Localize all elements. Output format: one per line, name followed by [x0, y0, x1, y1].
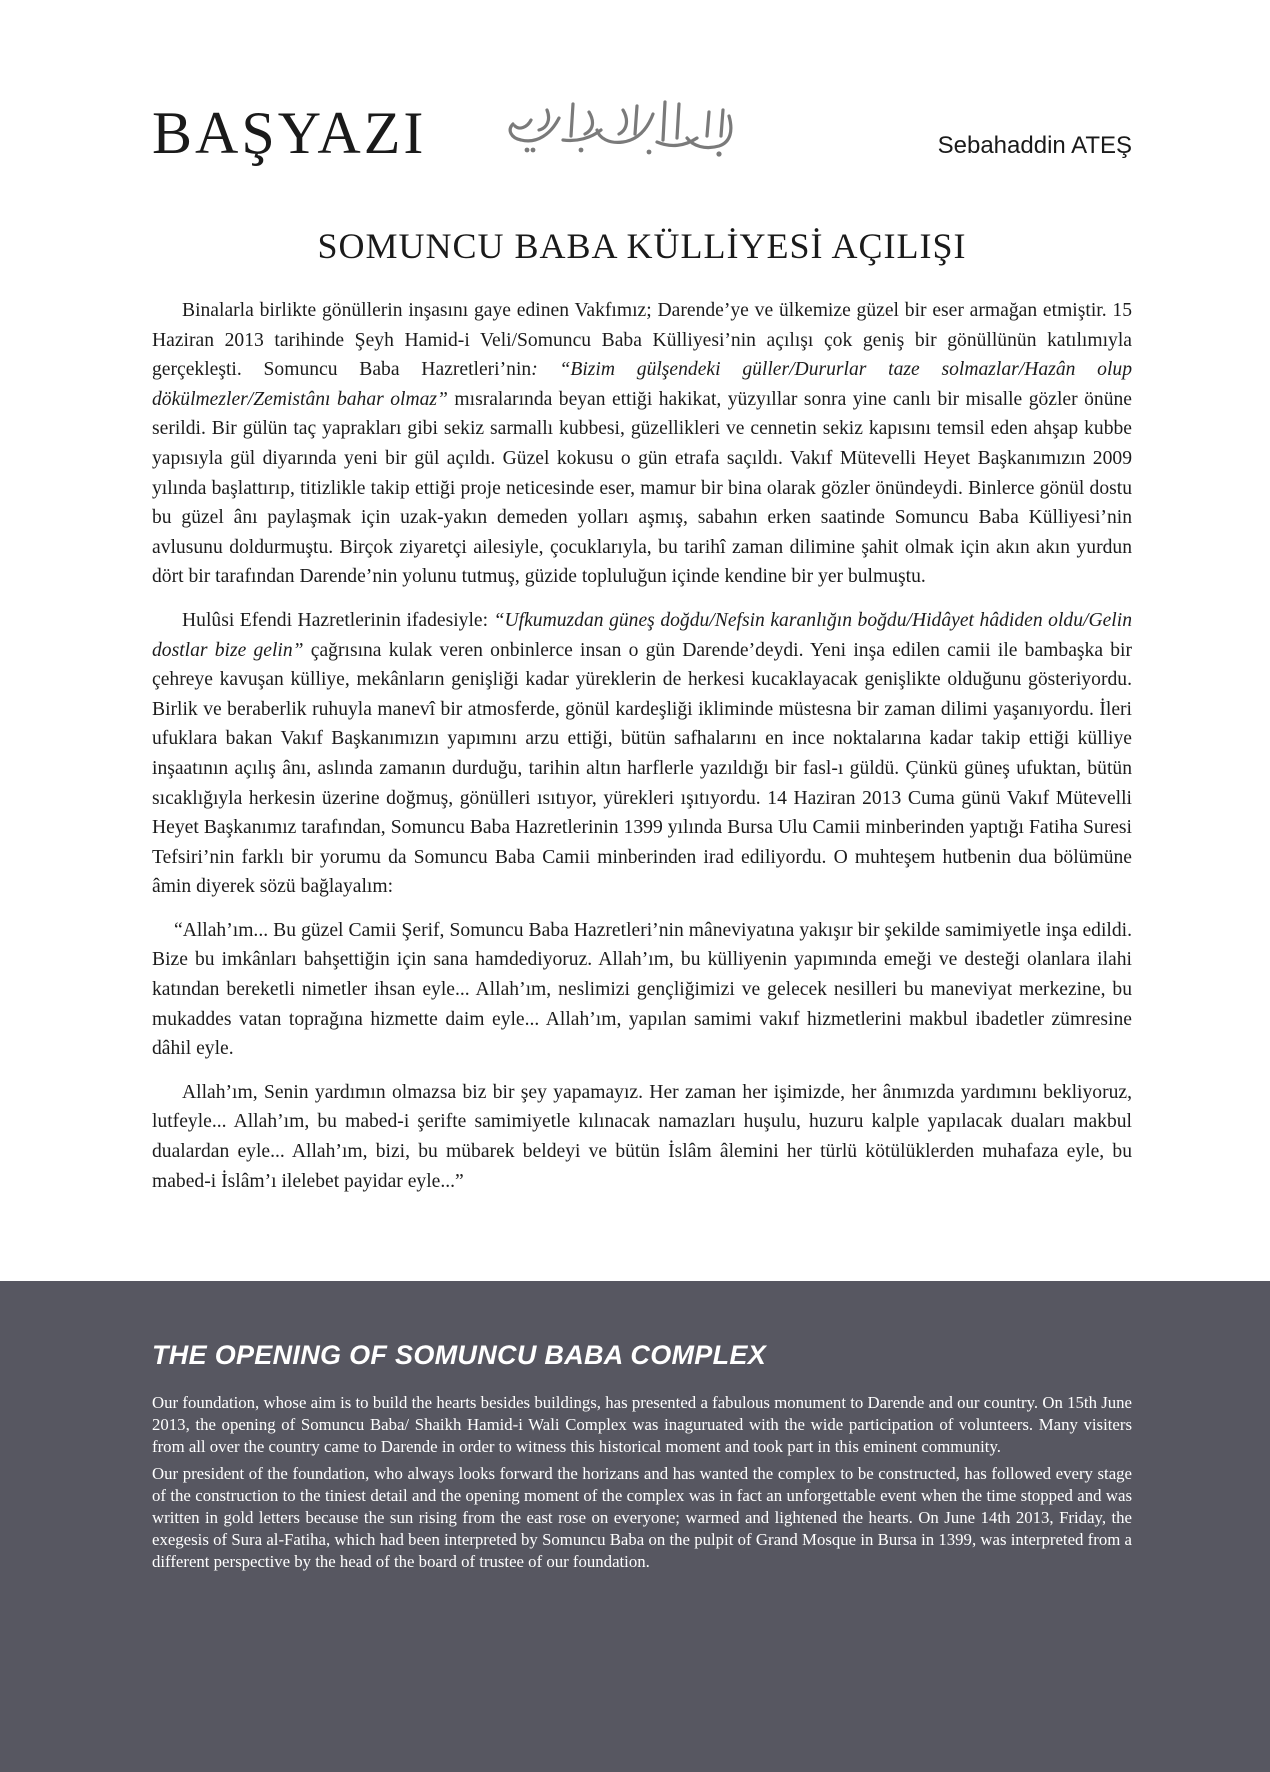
article-title: SOMUNCU BABA KÜLLİYESİ AÇILIŞI — [317, 226, 967, 266]
article-paragraph — [152, 606, 1132, 902]
article-paragraph — [152, 296, 1132, 592]
prayer-paragraph: Allah’ım, Senin yardımın olmazsa biz bir şey yapamayız. Her zaman her işimizde, her ânımızda yardımını bekliyoruz, lutfeyle... Allah’ım, bu mabed-i şerifte samimiyetle kılınacak namazları huşulu, huzuru kalple yapılacak duaları makbul dualardan eyle... Allah’ım, bizi, bu mübarek beldeyi ve bütün İslâm âlemini her türlü kötülüklerden muhafaza eyle, bu mabed-i İslâm’ı ilelebet payidar eyle...” — [152, 1081, 1132, 1192]
paragraph-text: Hulûsi Efendi Hazretlerinin ifadesiyle: — [182, 609, 494, 631]
english-title: THE OPENING OF SOMUNCU BABA COMPLEX — [152, 1340, 767, 1370]
author-name: Sebahaddin ATEŞ — [937, 132, 1132, 159]
english-summary-panel — [0, 1281, 1270, 1772]
poem-quote: : “Bizim gülşendeki güller/Dururlar taze solmazlar/Hazân olup dökülmezler/Zemistânı bahar olmaz” — [152, 359, 1132, 410]
prayer-paragraph: “Allah’ım... Bu güzel Camii Şerif, Somuncu Baba Hazretleri’nin mâneviyatına yakışır bir şekilde samimiyetle inşa edildi. Bize bu imkânları bahşettiğin için sana hamdediyoruz. Allah’ım, bu külliyenin yapımında emeği ve desteği olanlara ilahi katından bereketli nimetler ihsan eyle... Allah’ım, neslimizi gençliğimizi ve gelecek nesilleri bu maneviyat merkezine, bu mukaddes vatan toprağına hizmette daim eyle... Allah’ım, yapılan samimi vakıf hizmetlerini makbul ibadetler zümresine dâhil eyle. — [152, 919, 1132, 1060]
english-body — [152, 1392, 1132, 1578]
basmala-calligraphy-icon — [497, 90, 747, 166]
paragraph-text: Binalarla birlikte gönüllerin inşasını gaye edinen Vakfımız; Darende’ye ve ülkemize güzel bir eser armağan etmiştir. 15 Haziran 2013 tarihinde Şeyh Hamid-i Veli/Somuncu Baba Külliyesi’nin açılışı çok geniş bir gönüllünün katılımıyla gerçekleşti. Somuncu Baba Hazretleri’nin — [152, 300, 1132, 381]
turkish-article-body — [152, 296, 1132, 1210]
section-label: BAŞYAZI — [152, 100, 427, 166]
poem-quote: “Ufkumuzdan güneş doğdu/Nefsin karanlığın boğdu/Hidâyet hâdiden oldu/Gelin dostlar bize gelin” — [152, 609, 1132, 661]
english-paragraph: Our president of the foundation, who always looks forward the horizans and has wanted the complex to be constructed, has followed every stage of the construction to the tiniest detail and the opening moment of the complex was in fact an unforgettable event when the time stopped and was written in gold letters because the sun rising from the east rose on everyone; warmed and lightened the hearts. On June 14th 2013, Friday, the exegesis of Sura al-Fatiha, which had been interpreted by Somuncu Baba on the pulpit of Grand Mosque in Bursa in 1399, was interpreted from a different perspective by the head of the board of trustee of our foundation. — [152, 1464, 1132, 1571]
paragraph-text: çağrısına kulak veren onbinlerce insan o gün Darende’deydi. Yeni inşa edilen camii ile bambaşka bir çehreye kavuşan külliye, mekânların genişliği kadar yüreklerin de herkesi kucaklayacak genişlikte olduğunu gösteriyordu. Birlik ve beraberlik ruhuyla manevî bir atmosferde, gönül kardeşliği ikliminde müstesna bir zaman dilimi yaşanıyordu. İleri ufuklara bakan Vakıf Başkanımızın yapımını arzu ettiği, bütün safhalarını en ince noktalarına kadar takip ettiği külliye inşaatının açılış ânı, aslında zamanın durduğu, tarihin altın harflerle yazıldığı bir fasl-ı güldü. Çünkü güneş ufuktan, bütün sıcaklığıyla herkesin üzerine doğmuş, gönülleri ısıtıyor, yürekleri ışıtıyordu. 14 Haziran 2013 Cuma günü Vakıf Mütevelli Heyet Başkanımız tarafından, Somuncu Baba Hazretlerinin 1399 yılında Bursa Ulu Camii minberinden yaptığı Fatiha Suresi Tefsiri’nin farklı bir yorumu da Somuncu Baba Camii minberinden irad ediliyordu. O muhteşem hutbenin dua bölümüne âmin diyerek sözü bağlayalım: — [152, 639, 1132, 898]
paragraph-text: mısralarında beyan ettiği hakikat, yüzyıllar sonra yine canlı bir misalle gözler önüne serildi. Bir gülün taç yaprakları gibi sekiz sarmallı kubbesi, güzellikleri ve cennetin sekiz kapısını temsil eden ahşap kubbe yapısıyla gül diyarında yeni bir gül açıldı. Güzel kokusu o gün etrafa saçıldı. Vakıf Mütevelli Heyet Başkanımızın 2009 yılında başlattırıp, titizlikle takip ettiği proje neticesinde eser, mamur bir bina olarak gözler önündeydi. Binlerce gönül dostu bu güzel ânı paylaşmak için uzak-yakın demeden yolları aşmış, sabahın erken saatinde Somuncu Baba Külliyesi’nin avlusunu doldurmuştu. Birçok ziyaretçi ailesiyle, çocuklarıyla, bu tarihî zaman dilimine şahit olmak için akın akın yurdun dört bir tarafından Darende’nin yolunu tutmuş, güzide topluluğun içinde kendine bir yer bulmuştu. — [152, 388, 1132, 588]
english-paragraph: Our foundation, whose aim is to build the hearts besides buildings, has presented a fabulous monument to Darende and our country. On 15th June 2013, the opening of Somuncu Baba/ Shaikh Hamid-i Wali Complex was inaguruated with the wide participation of volunteers. Many visiters from all over the country came to Darende in order to witness this historical moment and took part in this eminent community. — [152, 1393, 1132, 1456]
page-header — [152, 98, 1132, 178]
